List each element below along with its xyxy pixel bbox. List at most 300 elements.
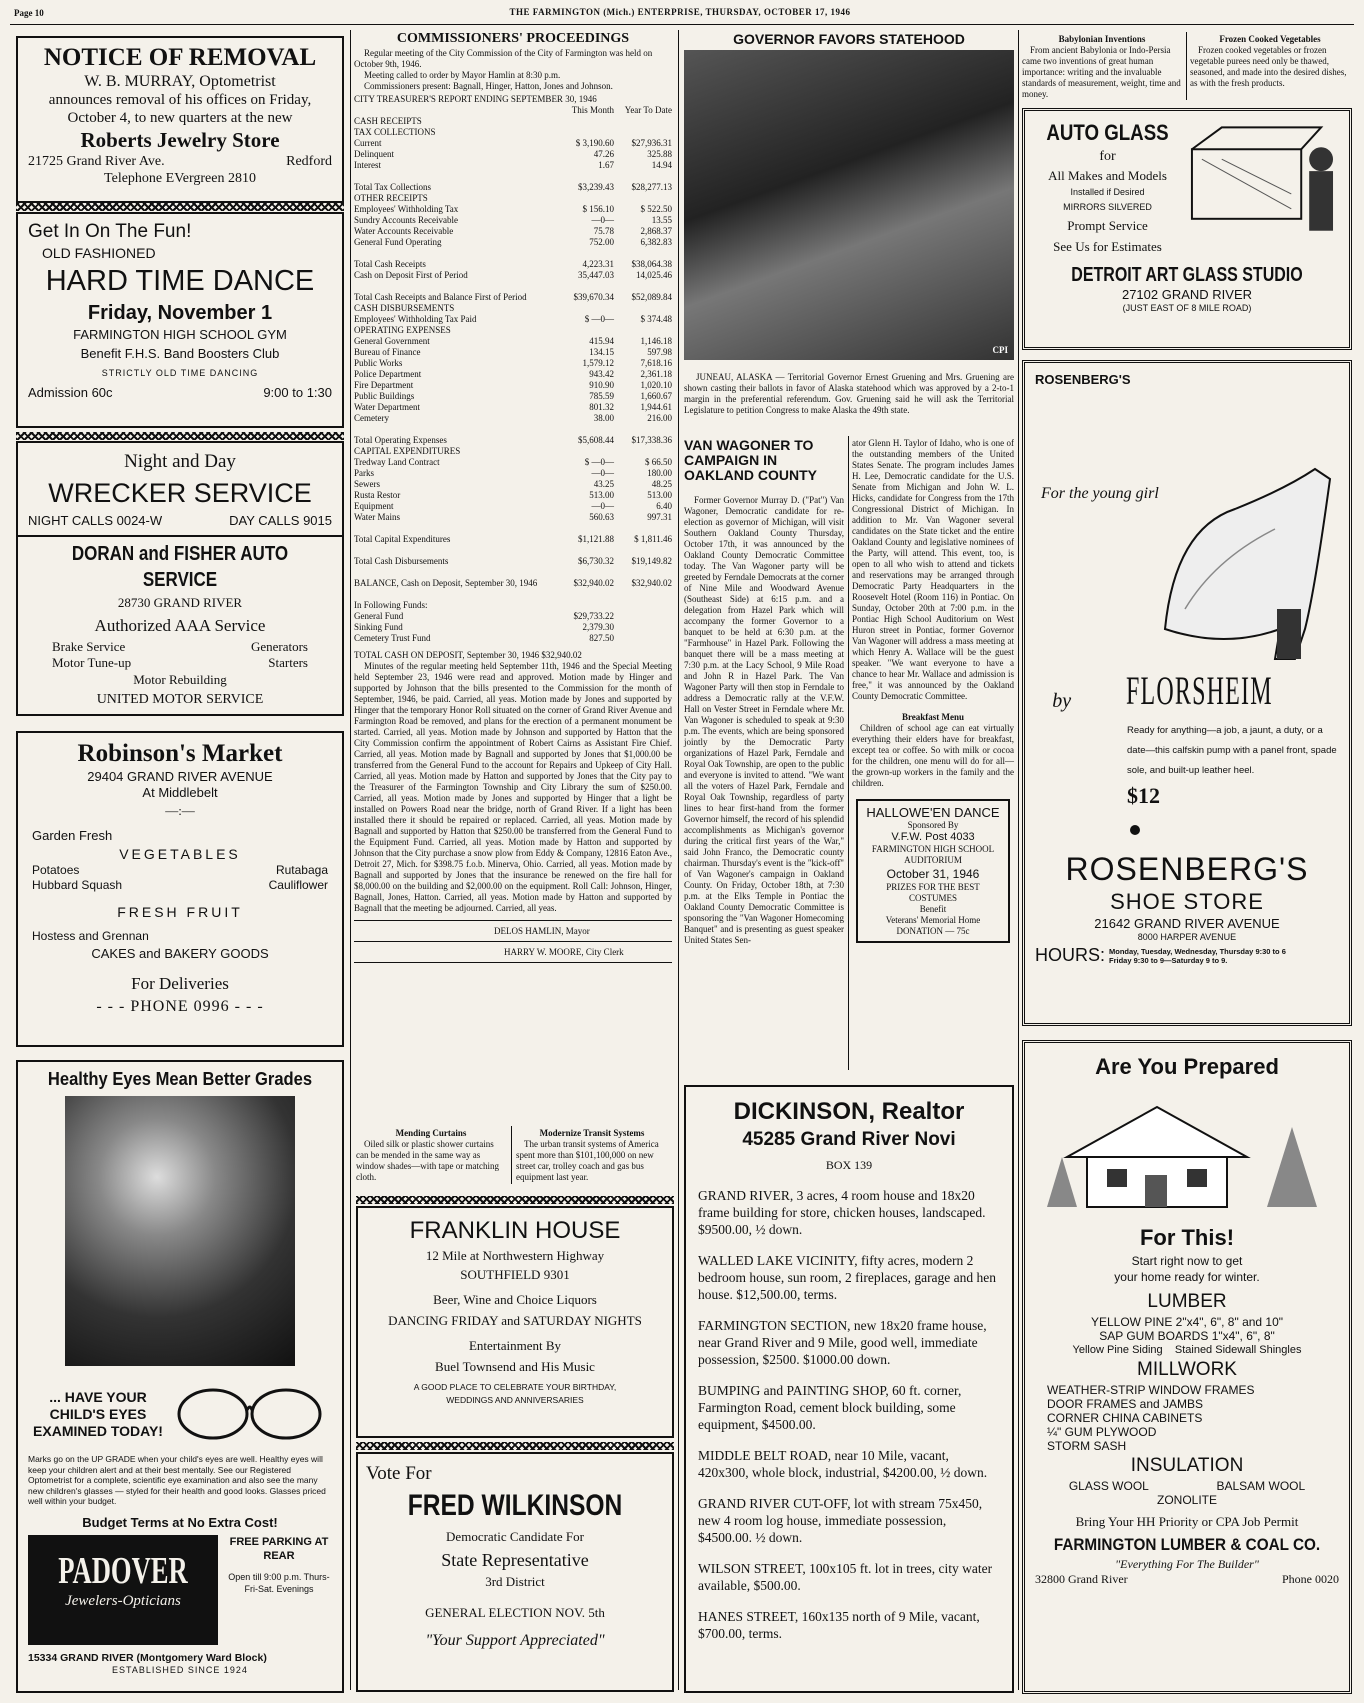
row-year-to-date: 1,020.10 (640, 380, 672, 390)
row-this-month: 752.00 (589, 237, 614, 247)
row-year-to-date (614, 600, 672, 611)
wrecker-s1: Brake Service (52, 639, 126, 654)
row-year-to-date (614, 303, 672, 314)
autoglass-mirrors: MIRRORS SILVERED (1063, 202, 1152, 212)
row-label: General Fund Operating (354, 237, 442, 247)
row-label: Bureau of Finance (354, 347, 421, 357)
row-this-month: —0— (591, 468, 614, 478)
halloween-venue: FARMINGTON HIGH SCHOOL AUDITORIUM (871, 844, 995, 865)
row-year-to-date: 2,361.18 (640, 369, 672, 379)
table-row (354, 138, 672, 149)
row-this-month (556, 248, 614, 259)
table-row (354, 204, 672, 215)
table-row (354, 149, 672, 160)
commission-total: TOTAL CASH ON DEPOSIT, September 30, 1946 $32,940.02 (354, 650, 582, 660)
governor-statehood (684, 30, 1014, 416)
row-this-month (556, 116, 614, 127)
market-item-2: Rutabaga (275, 863, 328, 877)
market-cross: At Middlebelt (142, 785, 218, 800)
row-year-to-date (614, 171, 672, 182)
rosenberg-top: ROSENBERG'S (1035, 372, 1131, 387)
mending-item (356, 1128, 506, 1183)
row-label: CAPITAL EXPENDITURES (354, 446, 461, 456)
wrecker-s5: Motor Rebuilding (133, 672, 227, 687)
dickinson-title: DICKINSON, Realtor (733, 1098, 965, 1125)
row-label: General Government (354, 336, 430, 346)
halloween-prizes: PRIZES FOR THE BEST COSTUMES (886, 882, 980, 903)
row-label (354, 424, 556, 435)
eyes-hours: Open till 9:00 p.m. Thurs-Fri-Sat. Evenings (228, 1571, 330, 1594)
table-row (354, 512, 672, 523)
frozen-body: Frozen cooked vegetables or frozen vegetable purees need only be thawed, seasoned, and made into the desired dishes, as with the fresh products. (1190, 45, 1347, 88)
market-item-4: Cauliflower (268, 878, 328, 892)
market-address: 29404 GRAND RIVER AVENUE (87, 769, 273, 784)
market-garden: Garden Fresh (32, 828, 113, 843)
row-label: Total Cash Disbursements (354, 556, 449, 566)
row-year-to-date (614, 567, 672, 578)
market-veg: VEGETABLES (119, 846, 241, 862)
row-label: Current (354, 138, 382, 148)
border-ornament (356, 1442, 674, 1450)
autoglass-for: for (1099, 149, 1116, 164)
row-year-to-date (614, 633, 672, 644)
row-year-to-date: 48.25 (651, 479, 672, 489)
lumber-l3: Yellow Pine Siding Stained Sidewall Shingles (1072, 1344, 1302, 1356)
row-this-month: $ 3,190.60 (575, 138, 614, 148)
murray-title: NOTICE OF REMOVAL (43, 44, 317, 71)
table-row (354, 325, 672, 336)
murray-city: Redford (286, 154, 332, 169)
franklin-place2: WEDDINGS AND ANNIVERSARIES (446, 1395, 584, 1405)
row-label: CASH DISBURSEMENTS (354, 303, 455, 313)
transit-title: Modernize Transit Systems (539, 1128, 645, 1138)
row-this-month: $5,608.44 (578, 435, 614, 445)
photo-credit: CPI (992, 345, 1008, 355)
table-header (354, 105, 672, 116)
row-this-month: 827.50 (589, 633, 614, 643)
table-row (354, 193, 672, 204)
hard-time-dance-ad (16, 212, 344, 428)
row-year-to-date: 325.88 (647, 149, 672, 159)
treasurer-table (354, 116, 672, 644)
row-year-to-date: 180.00 (647, 468, 672, 478)
row-year-to-date: $32,940.02 (631, 578, 672, 588)
list-item: BUMPING and PAINTING SHOP, 60 ft. corner, Farmington Road, cement block building, some equipment, $4500.00. (698, 1383, 962, 1432)
murray-line1: announces removal of his offices on Friday, (48, 92, 312, 108)
row-label: Total Operating Expenses (354, 435, 447, 445)
table-row (354, 259, 672, 270)
clerk-signature: HARRY W. MOORE, City Clerk (504, 947, 624, 957)
row-label: Rusta Restor (354, 490, 401, 500)
row-year-to-date (614, 193, 672, 204)
row-label (354, 248, 556, 259)
col-this-month: This Month (571, 105, 614, 115)
autoglass-estimates: See Us for Estimates (1053, 239, 1162, 254)
table-row (354, 424, 672, 435)
market-cakes: CAKES and BAKERY GOODS (91, 946, 269, 961)
row-year-to-date: 1,660.67 (640, 391, 672, 401)
row-this-month: $ —0— (584, 314, 614, 324)
row-this-month (556, 303, 614, 314)
rosenberg-store2: SHOE STORE (1110, 889, 1264, 914)
row-year-to-date: $52,089.84 (631, 292, 672, 302)
eyes-budget: Budget Terms at No Extra Cost! (82, 1514, 278, 1530)
table-row (354, 270, 672, 281)
row-label: OTHER RECEIPTS (354, 193, 428, 203)
table-row (354, 567, 672, 578)
row-year-to-date: 216.00 (647, 413, 672, 423)
insulation-heading: INSULATION (1130, 1455, 1244, 1476)
row-label: BALANCE, Cash on Deposit, September 30, 1946 (354, 578, 538, 588)
table-row (354, 215, 672, 226)
table-row (354, 402, 672, 413)
dickinson-realtor-ad (684, 1085, 1014, 1693)
row-year-to-date: 6.40 (656, 501, 672, 511)
table-row (354, 369, 672, 380)
lumber-heading: LUMBER (1147, 1291, 1227, 1312)
babylonian-title: Babylonian Inventions (1058, 34, 1146, 44)
table-row (354, 116, 672, 127)
row-this-month: 75.78 (593, 226, 614, 236)
rosenbergs-shoe-ad (1022, 360, 1352, 1026)
table-row (354, 578, 672, 589)
millwork-m4: ¼" GUM PLYWOOD (1047, 1425, 1157, 1439)
row-label (354, 567, 556, 578)
table-row (354, 292, 672, 303)
lumber-slogan: "Everything For The Builder" (1115, 1557, 1259, 1571)
franklin-title: FRANKLIN HOUSE (409, 1217, 621, 1244)
table-row (354, 237, 672, 248)
babylonian-body: From ancient Babylonia or Indo-Persia came two inventions of great human importance: writing and the invaluable standards of measurement, weight, time and money. (1022, 45, 1181, 99)
table-row (354, 226, 672, 237)
row-label: Public Works (354, 358, 403, 368)
millwork-m2: DOOR FRAMES and JAMBS (1047, 1397, 1204, 1411)
market-item-1: Potatoes (32, 863, 80, 877)
table-row (354, 600, 672, 611)
rosenberg-hours2: Friday 9:30 to 9—Saturday 9 to 9. (1109, 955, 1228, 965)
wilkinson-vote-ad (356, 1452, 674, 1692)
insulation-i3: ZONOLITE (1156, 1493, 1217, 1507)
row-label: Employees' Withholding Tax Paid (354, 314, 477, 324)
robinsons-market-ad (16, 731, 344, 1047)
market-dash: —:— (165, 803, 195, 818)
table-row (354, 479, 672, 490)
eyes-body: Marks go on the UP GRADE when your child's eyes are well. Healthy eyes will keep your children alert and at their best mentally. See our Registered Optometrist for a complete, scientific eye examination and also see the many new children's glasses — styled for their health and good looks. Glasses priced well within your budget. (28, 1454, 326, 1506)
masthead: THE FARMINGTON (Mich.) ENTERPRISE, THURSDAY, OCTOBER 17, 1946 (509, 7, 851, 17)
row-label: Delinquent (354, 149, 394, 159)
row-this-month (556, 567, 614, 578)
page-number: Page 10 (14, 8, 44, 18)
row-this-month (556, 545, 614, 556)
lumber-l1: YELLOW PINE 2"x4", 6", 8" and 10" (1090, 1315, 1284, 1329)
lumber-title: Are You Prepared (1095, 1054, 1279, 1079)
table-row (354, 468, 672, 479)
padover-brand2: Jewelers-Opticians (65, 1592, 181, 1609)
padover-logo (28, 1535, 218, 1645)
vote-line2: Democratic Candidate For (446, 1529, 584, 1544)
row-this-month: $ 156.10 (582, 204, 614, 214)
row-year-to-date (614, 127, 672, 138)
dickinson-listings (698, 1187, 1000, 1642)
row-year-to-date: 14.94 (651, 160, 672, 170)
wrecker-address: 28730 GRAND RIVER (117, 595, 243, 610)
row-year-to-date: $ 374.48 (640, 314, 672, 324)
row-this-month: 415.94 (589, 336, 614, 346)
rosenberg-address: 21642 GRAND RIVER AVENUE (1094, 916, 1280, 931)
market-phone: - - - PHONE 0996 - - - (96, 998, 264, 1015)
row-label (354, 589, 556, 600)
row-this-month (556, 127, 614, 138)
car-mechanic-illustration (1182, 119, 1341, 259)
list-item: GRAND RIVER CUT-OFF, lot with stream 75x450, new 4 room log house, immediate possession, $4500.00. ½ down. (698, 1496, 983, 1545)
row-year-to-date (614, 116, 672, 127)
list-item: WILSON STREET, 100x105 ft. lot in trees, city water available, $500.00. (698, 1561, 993, 1593)
autoglass-company: DETROIT ART GLASS STUDIO (1071, 264, 1303, 286)
row-this-month: 1,579.12 (582, 358, 614, 368)
row-year-to-date (614, 248, 672, 259)
vanwagoner-article-cont (852, 438, 1014, 943)
row-label: Public Buildings (354, 391, 415, 401)
wrecker-s4: Starters (268, 655, 308, 670)
halloween-home: Veterans' Memorial Home (885, 915, 981, 925)
row-this-month: $3,239.43 (578, 182, 614, 192)
row-this-month (556, 523, 614, 534)
autoglass-address: 27102 GRAND RIVER (1121, 287, 1253, 302)
row-label: Police Department (354, 369, 422, 379)
row-year-to-date (614, 622, 672, 633)
commission-present: Commissioners present: Bagnall, Hinger, Hatton, Jones and Johnson. (364, 81, 613, 91)
dance-benefit: Benefit F.H.S. Band Boosters Club (80, 346, 280, 361)
table-row (354, 457, 672, 468)
row-label: OPERATING EXPENSES (354, 325, 451, 335)
row-this-month (556, 281, 614, 292)
franklin-place1: A GOOD PLACE TO CELEBRATE YOUR BIRTHDAY, (413, 1382, 617, 1392)
row-label: Employees' Withholding Tax (354, 204, 459, 214)
dance-admission: Admission 60c (28, 385, 113, 400)
lumber-forthis: For This! (1139, 1225, 1235, 1250)
table-row (354, 391, 672, 402)
row-this-month: $6,730.32 (578, 556, 614, 566)
row-label: Cash on Deposit First of Period (354, 270, 468, 280)
row-label (354, 523, 556, 534)
row-year-to-date: 513.00 (647, 490, 672, 500)
rosenberg-hours-label: HOURS: (1035, 945, 1106, 965)
dance-line2: OLD FASHIONED (42, 245, 156, 261)
row-year-to-date: $ 66.50 (645, 457, 672, 467)
dickinson-box: BOX 139 (825, 1158, 873, 1172)
row-label: TAX COLLECTIONS (354, 127, 436, 137)
murray-line2: October 4, to new quarters at the new (67, 110, 293, 126)
row-year-to-date: $27,936.31 (631, 138, 672, 148)
list-item: HANES STREET, 160x135 north of 9 Mile, vacant, $700.00, terms. (698, 1609, 980, 1641)
halloween-date: October 31, 1946 (886, 867, 980, 881)
eyes-est: ESTABLISHED SINCE 1924 (112, 1664, 248, 1675)
dance-line1: Get In On The Fun! (28, 221, 192, 242)
franklin-drinks: Beer, Wine and Choice Liquors (433, 1292, 597, 1307)
frozen-item (1190, 34, 1350, 89)
snowy-house-illustration (1037, 1087, 1337, 1217)
table-row (354, 633, 672, 644)
row-this-month: —0— (591, 215, 614, 225)
dance-time: 9:00 to 1:30 (263, 385, 332, 400)
list-item: MIDDLE BELT ROAD, near 10 Mile, vacant, 420x300, whole block, industrial, $4200.00, ½ down. (698, 1448, 988, 1480)
breakfast-body: Children of school age can eat virtually everything their elders have for breakfast, except tea or coffee. So with milk or cocoa for the children, one menu will do for all—the grown-up workers in the family and the children. (852, 723, 1014, 788)
row-year-to-date: 997.31 (647, 512, 672, 522)
child-photo (65, 1096, 295, 1366)
wrecker-aaa: Authorized AAA Service (94, 616, 266, 635)
row-label: Total Tax Collections (354, 182, 432, 192)
autoglass-east: (JUST EAST OF 8 MILE ROAD) (1122, 303, 1252, 313)
row-year-to-date: 1,944.61 (640, 402, 672, 412)
border-ornament (16, 203, 344, 211)
dance-date: Friday, November 1 (87, 302, 273, 324)
row-year-to-date: 14,025.46 (636, 270, 672, 280)
row-this-month (556, 171, 614, 182)
lumber-address: 32800 Grand River (1035, 1572, 1128, 1586)
wrecker-service-ad (16, 441, 344, 716)
row-this-month: $32,940.02 (573, 578, 614, 588)
insulation-i2: BALSAM WOOL (1216, 1479, 1306, 1493)
row-label (354, 545, 556, 556)
list-item: FARMINGTON SECTION, new 18x20 frame house, near Grand River and 9 Mile, good well, immediate possession, $2500. $1000.00 down. (698, 1318, 987, 1367)
table-row (354, 446, 672, 457)
rosenberg-by: by (1052, 690, 1072, 712)
market-hostess: Hostess and Grennan (32, 929, 149, 943)
franklin-dancing: DANCING FRIDAY and SATURDAY NIGHTS (388, 1313, 642, 1328)
row-this-month: 785.59 (589, 391, 614, 401)
row-year-to-date: 1,146.18 (640, 336, 672, 346)
commission-called: Meeting called to order by Mayor Hamlin at 8:30 p.m. (364, 70, 561, 80)
table-row (354, 281, 672, 292)
vote-office: State Representative (441, 1550, 589, 1570)
autoglass-installed: Installed if Desired (1070, 187, 1145, 197)
row-year-to-date: $28,277.13 (631, 182, 672, 192)
table-row (354, 534, 672, 545)
table-row (354, 490, 672, 501)
table-row (354, 182, 672, 193)
dance-note: STRICTLY OLD TIME DANCING (101, 368, 259, 378)
commission-proceedings (354, 30, 672, 963)
shoe-illustration (1145, 409, 1345, 669)
halloween-title: HALLOWE'EN DANCE (866, 805, 1000, 820)
autoglass-prompt: Prompt Service (1067, 218, 1148, 233)
franklin-house-ad (356, 1206, 674, 1438)
table-row (354, 545, 672, 556)
row-this-month: 35,447.03 (578, 270, 614, 280)
table-row (354, 501, 672, 512)
vanwagoner-col2: ator Glenn H. Taylor of Idaho, who is one of the outstanding members of the United States Senate. The program includes James H. Lee, Democratic candidate for the U.S. Senate from Michigan and John W. L. Hicks, candidate for Congress from the 17th Congressional District of Michigan. In addition to Mr. Van Wagoner several candidates on the State ticket and the entire Oakland County and legislative nominees of the Party, will attend. This event, too, is open to all who wish to attend and tickets and reservations may be arranged through Democratic Party Headquarters in the Roosevelt Hotel (Room 116) in Pontiac. On Sunday, October 20th at 7:00 p.m. in the Pontiac High School Auditorium on West Huron street in Pontiac, former Governor Van Wagoner will address a mass meeting at which Henry A. Wallace will be the guest speaker. "We want everyone to have a chance to hear Mr. Wallace and admission is free," it was announced by the Oakland County Democratic Committee. (852, 438, 1014, 701)
insulation-i1: GLASS WOOL (1068, 1479, 1149, 1493)
governor-caption: JUNEAU, ALASKA — Territorial Governor Ernest Gruening and Mrs. Gruening are shown casting their ballots in favor of Alaska statehood which was approved by a 2-to-1 margin in the preferential referendum. Gov. Gruening said he will ask the Territorial Legislature to petition Congress to make Alaska the 49th state. (684, 372, 1014, 415)
franklin-phone: SOUTHFIELD 9301 (460, 1267, 570, 1282)
row-year-to-date (614, 424, 672, 435)
row-this-month: $39,670.34 (573, 292, 614, 302)
governor-title: GOVERNOR FAVORS STATEHOOD (733, 31, 965, 47)
wrecker-s2: Generators (250, 639, 308, 654)
franklin-band: Buel Townsend and His Music (435, 1359, 595, 1374)
breakfast-title: Breakfast Menu (901, 712, 965, 722)
row-year-to-date (614, 281, 672, 292)
vote-district: 3rd District (485, 1574, 545, 1589)
row-this-month: $29,733.22 (573, 611, 614, 621)
mending-body: Oiled silk or plastic shower curtains can be mended in the same way as window shades—with tape or matching cloth. (356, 1139, 499, 1182)
transit-body: The urban transit systems of America spent more than $101,100,000 on new street car, trolley coach and gas bus equipment last year. (516, 1139, 659, 1182)
table-row (354, 556, 672, 567)
vote-line1: Vote For (366, 1463, 432, 1484)
market-fruit: FRESH FRUIT (117, 904, 243, 920)
row-this-month: $1,121.88 (578, 534, 614, 544)
halloween-post: V.F.W. Post 4033 (891, 831, 975, 843)
border-ornament (16, 432, 344, 440)
eyeglasses-icon (168, 1384, 328, 1444)
row-this-month: 43.25 (593, 479, 614, 489)
murray-removal-ad (16, 36, 344, 203)
wrecker-day: DAY CALLS 9015 (229, 513, 332, 528)
row-label: Tredway Land Contract (354, 457, 440, 467)
row-year-to-date: 6,382.83 (640, 237, 672, 247)
murray-address: 21725 Grand River Ave. (28, 154, 165, 169)
row-this-month: 47.26 (593, 149, 614, 159)
row-label: Water Department (354, 402, 420, 412)
padover-optician-ad (16, 1060, 344, 1693)
table-row (354, 622, 672, 633)
table-row (354, 336, 672, 347)
row-label: In Following Funds: (354, 600, 428, 610)
wrecker-company: DORAN and FISHER AUTO SERVICE (71, 543, 289, 591)
row-label: Total Capital Expenditures (354, 534, 451, 544)
rosenberg-price: $12 (1127, 783, 1160, 808)
padover-brand: PADOVER (58, 1549, 188, 1592)
row-label: Sewers (354, 479, 380, 489)
florsheim-brand: FLORSHEIM (1126, 668, 1273, 713)
rosenberg-hours1: Monday, Tuesday, Wednesday, Thursday 9:30 to 6 (1109, 946, 1286, 956)
table-row (354, 380, 672, 391)
table-row (354, 435, 672, 446)
table-row (354, 127, 672, 138)
halloween-dance-ad (856, 799, 1010, 943)
col-year-to-date: Year To Date (624, 105, 672, 115)
commission-minutes: Minutes of the regular meeting held September 11th, 1946 and the Special Meeting held September 23, 1946 were read and approved. Motion made by Hinger and supported by Johnson that the bills presented to the Commission for the month of September, 1946, be paid. Carried, all yeas. Motion made by Jones and supported by Hinger that the temporary Honor Roll situated on the corner of Grand River Avenue and Farmington Road be removed, and plans for the erection of a permanent monument be started. Carried, all yeas. Motion made by Johnson and supported by Hatton that the City Commission confirm the appointment of Robert Cairns as Assistant Fire Chief. Carried, all yeas. Motion made by Bagnall and supported by Jones that $1,000.00 be transferred from the General Fund to the account for Repairs and Upkeep of City Hall. Carried, all yeas. Motion made by Hatton and supported by Jones that the City pay to the Treasurer of the Farmington Township and City Library the sum of $250.00. Carried, all yeas. Motion made by Jones and supported by Hinger that a light be installed on Powers Road near the bridge, north of Grand River. If a light has been installed there it should be repaired or replaced. Carried, all yeas. Motion made by Bagnall and supported by Hatton that $250.00 be transferred from the General Fund to the Equipment Fund. Carried, all yeas. Motion made by Hatton and supported by Johnson that the City purchase a snow plow from Eddy & Company, 12816 Eaton Ave., Detroit 27, Mich. for $398.75 f.o.b. Minerva, Ohio. Carried, all yeas. Motion made by Bagnall and supported by Jones that the insurance be renewed on the fire hall for $8,000.00 on the building and $2,000.00 on the equipment. Roll Call: Johnson, Hinger, Bagnall, Jones, Hatton. Carried, all yeas. Motion made by Hatton and supported by Bagnall that the meeting be adjourned. Carried, all yeas. (354, 661, 672, 913)
row-this-month: $ —0— (584, 457, 614, 467)
wrecker-footer: UNITED MOTOR SERVICE (96, 692, 264, 707)
commission-intro: Regular meeting of the City Commission of the City of Farmington was held on October 9th, 1946. (354, 48, 653, 69)
governor-photo (684, 50, 1014, 360)
lumber-priority: Bring Your HH Priority or CPA Job Permit (1075, 1514, 1299, 1529)
eyes-cta: ... HAVE YOUR CHILD'S EYES EXAMINED TODAY! (33, 1388, 163, 1439)
dance-venue: FARMINGTON HIGH SCHOOL GYM (73, 327, 287, 342)
rosenberg-store: ROSENBERG'S (1065, 851, 1309, 887)
bullet-icon (1130, 825, 1140, 835)
lumber-company: FARMINGTON LUMBER & COAL CO. (1053, 1535, 1321, 1554)
row-this-month: —0— (591, 501, 614, 511)
row-label: Equipment (354, 501, 394, 511)
millwork-m1: WEATHER-STRIP WINDOW FRAMES (1047, 1383, 1255, 1397)
row-this-month: 2,379.30 (582, 622, 614, 632)
table-row (354, 160, 672, 171)
table-row (354, 248, 672, 259)
row-year-to-date: 2,868.37 (640, 226, 672, 236)
murray-name: W. B. MURRAY, Optometrist (84, 73, 276, 90)
lumber-start1: Start right now to get (1131, 1254, 1243, 1268)
row-year-to-date: $19,149.82 (631, 556, 672, 566)
row-label: Total Cash Receipts and Balance First of Period (354, 292, 527, 302)
row-this-month: 1.67 (598, 160, 614, 170)
farmington-lumber-ad (1022, 1040, 1352, 1694)
table-row (354, 589, 672, 600)
lumber-l2: SAP GUM BOARDS 1"x4", 6", 8" (1099, 1329, 1275, 1343)
eyes-title: Healthy Eyes Mean Better Grades (47, 1069, 313, 1089)
rosenberg-desc: Ready for anything—a job, a jaunt, a duty, or a date—this calfskin pump with a panel front, spade sole, and built-up leather heel. (1127, 725, 1337, 776)
